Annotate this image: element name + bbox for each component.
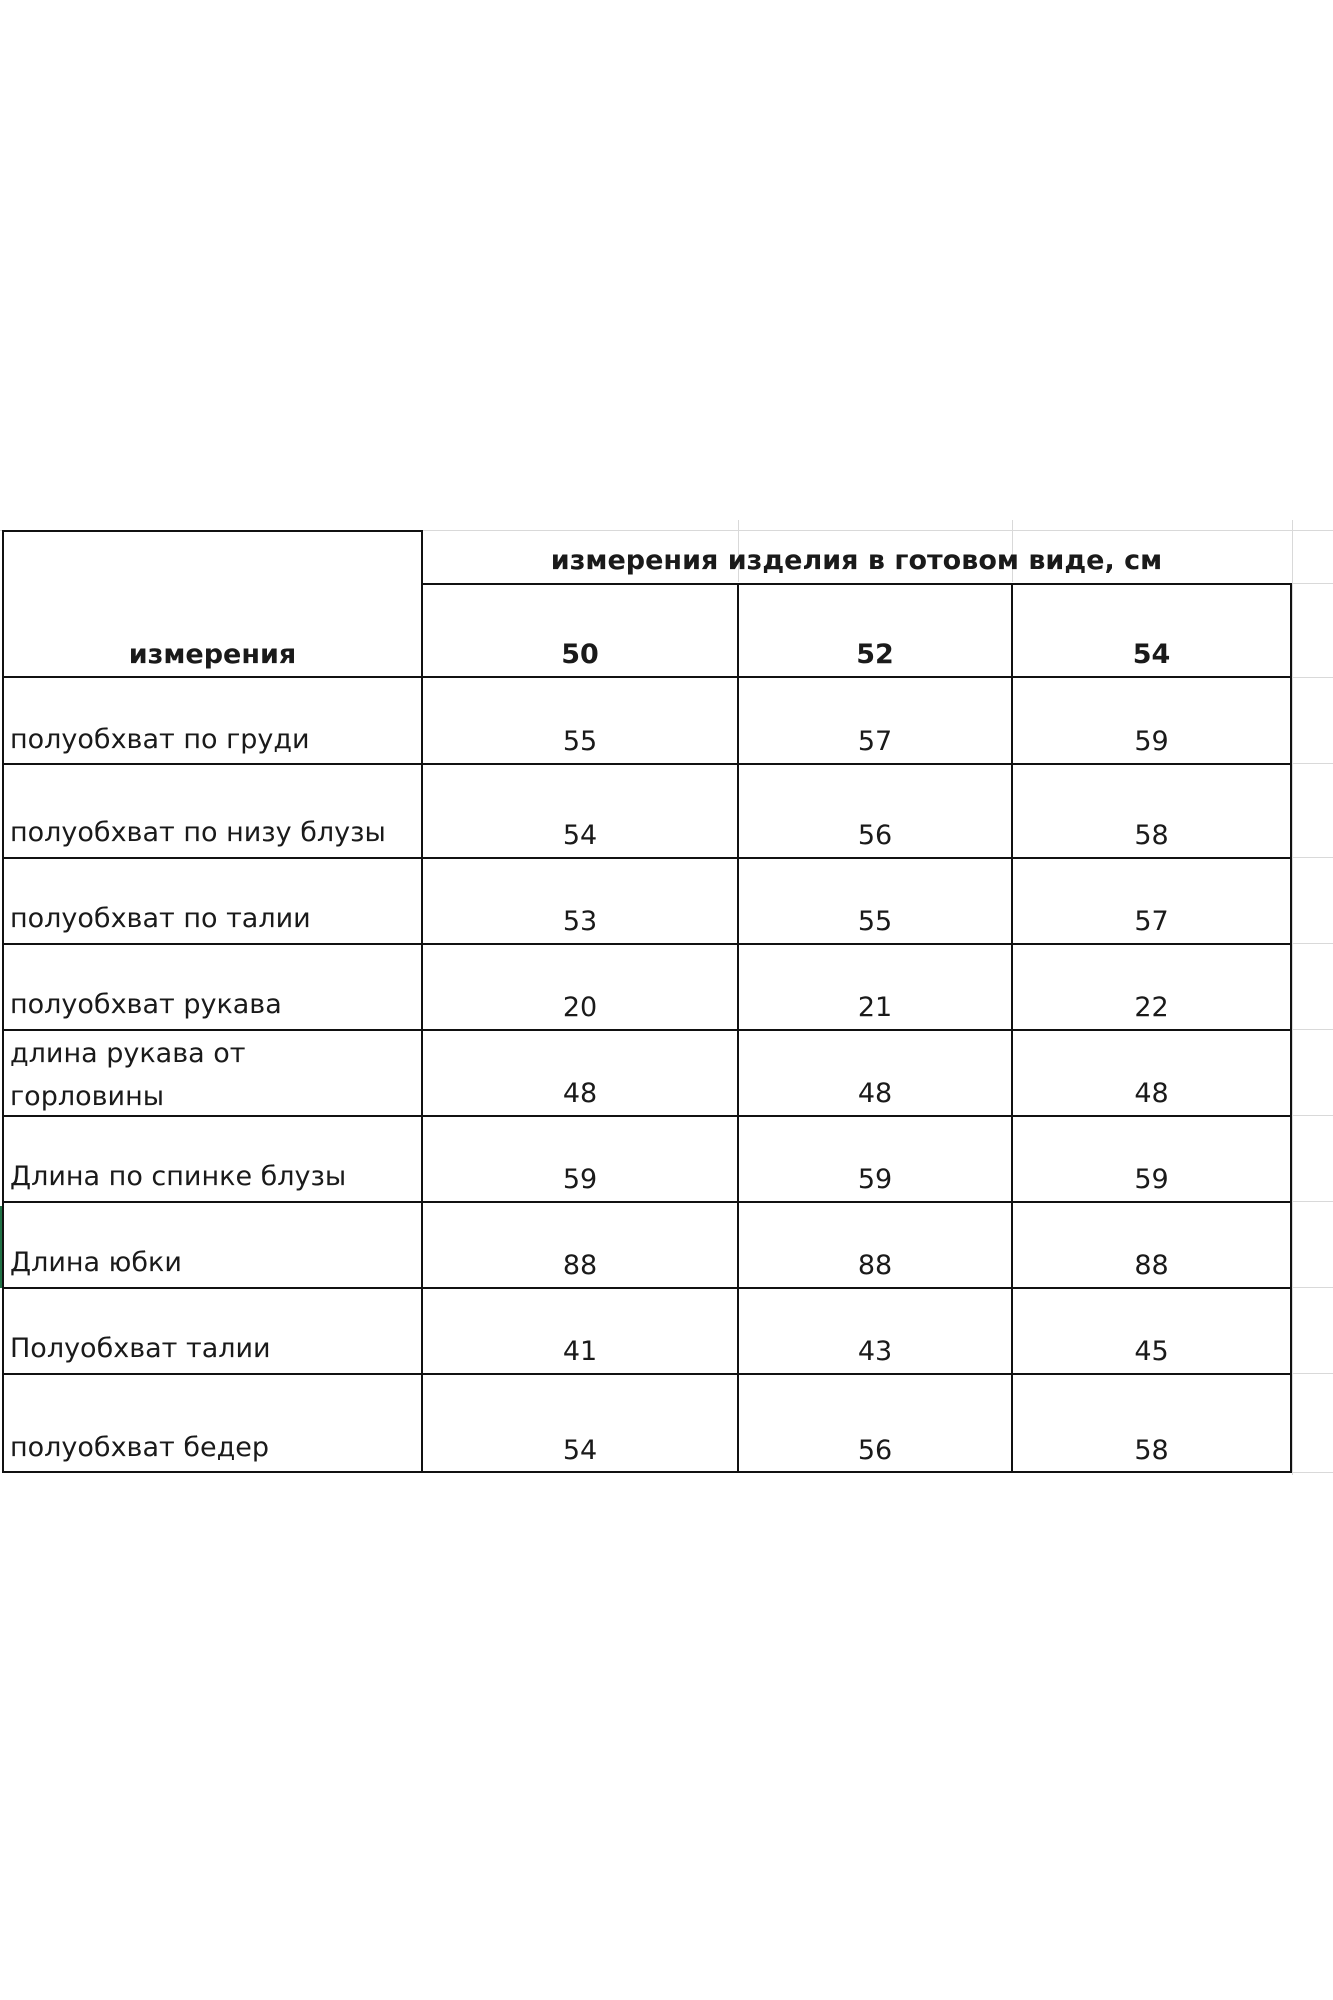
table-border [2, 1373, 1292, 1375]
table-cell: 53 [562, 906, 598, 937]
table-border [2, 1201, 1292, 1203]
table-cell: 58 [1134, 1435, 1169, 1466]
table-border [2, 530, 4, 1473]
row-label: полуобхват бедер [10, 1432, 270, 1463]
table-cell: 55 [562, 726, 598, 757]
table-cell: 48 [562, 1078, 598, 1109]
row-label: полуобхват по груди [10, 724, 310, 755]
gridline [1292, 1287, 1333, 1288]
column-header-size: 52 [856, 639, 894, 670]
table-border [2, 1471, 1292, 1473]
table-cell: 88 [562, 1250, 598, 1281]
row-label: Полуобхват талии [10, 1333, 271, 1364]
table-border [2, 763, 1292, 765]
row-label: полуобхват по талии [10, 903, 311, 934]
table-cell: 57 [857, 726, 893, 757]
gridline [1292, 1115, 1333, 1116]
table-cell: 55 [857, 906, 893, 937]
table-cell: 41 [562, 1336, 598, 1367]
table-border [2, 1029, 1292, 1031]
gridline [1292, 943, 1333, 944]
table-cell: 59 [562, 1164, 598, 1195]
column-header-size: 50 [561, 639, 599, 670]
row-label: Длина юбки [10, 1247, 182, 1278]
table-cell: 57 [1134, 906, 1169, 937]
table-cell: 43 [857, 1336, 893, 1367]
table-border [2, 943, 1292, 945]
table-cell: 59 [1134, 1164, 1169, 1195]
column-header-size: 54 [1132, 639, 1171, 670]
row-label: полуобхват по низу блузы [10, 817, 386, 848]
table-cell: 59 [1134, 726, 1169, 757]
gridline [1292, 677, 1333, 678]
table-cell: 54 [562, 820, 598, 851]
table-cell: 88 [857, 1250, 893, 1281]
table-cell: 58 [1134, 820, 1169, 851]
table-border [2, 530, 423, 532]
table-cell: 48 [1134, 1078, 1169, 1109]
row-label: Длина по спинке блузы [10, 1161, 347, 1192]
column-header-measurements: измерения [128, 639, 297, 670]
row-label: длина рукава от горловины [10, 1038, 246, 1112]
table-cell: 48 [857, 1078, 893, 1109]
gridline [1292, 857, 1333, 858]
table-cell: 88 [1134, 1250, 1169, 1281]
table-cell: 56 [857, 820, 893, 851]
table-border [2, 676, 1292, 678]
group-header: измерения изделия в готовом виде, см [550, 545, 1163, 576]
gridline [1292, 763, 1333, 764]
table-cell: 22 [1134, 992, 1169, 1023]
table-cell: 20 [562, 992, 598, 1023]
table-cell: 45 [1134, 1336, 1169, 1367]
row-label: полуобхват рукава [10, 989, 282, 1020]
gridline [1292, 583, 1333, 584]
table-border [1290, 583, 1292, 1473]
table-border [2, 857, 1292, 859]
table-cell: 59 [857, 1164, 893, 1195]
gridline [1292, 1201, 1333, 1202]
table-border [2, 1287, 1292, 1289]
table-cell: 54 [562, 1435, 598, 1466]
gridline [1292, 1373, 1333, 1374]
table-border [421, 583, 1292, 585]
table-cell: 56 [857, 1435, 893, 1466]
gridline [1292, 520, 1293, 1475]
gridline [1292, 1472, 1333, 1473]
gridline [1292, 1029, 1333, 1030]
table-cell: 21 [857, 992, 893, 1023]
